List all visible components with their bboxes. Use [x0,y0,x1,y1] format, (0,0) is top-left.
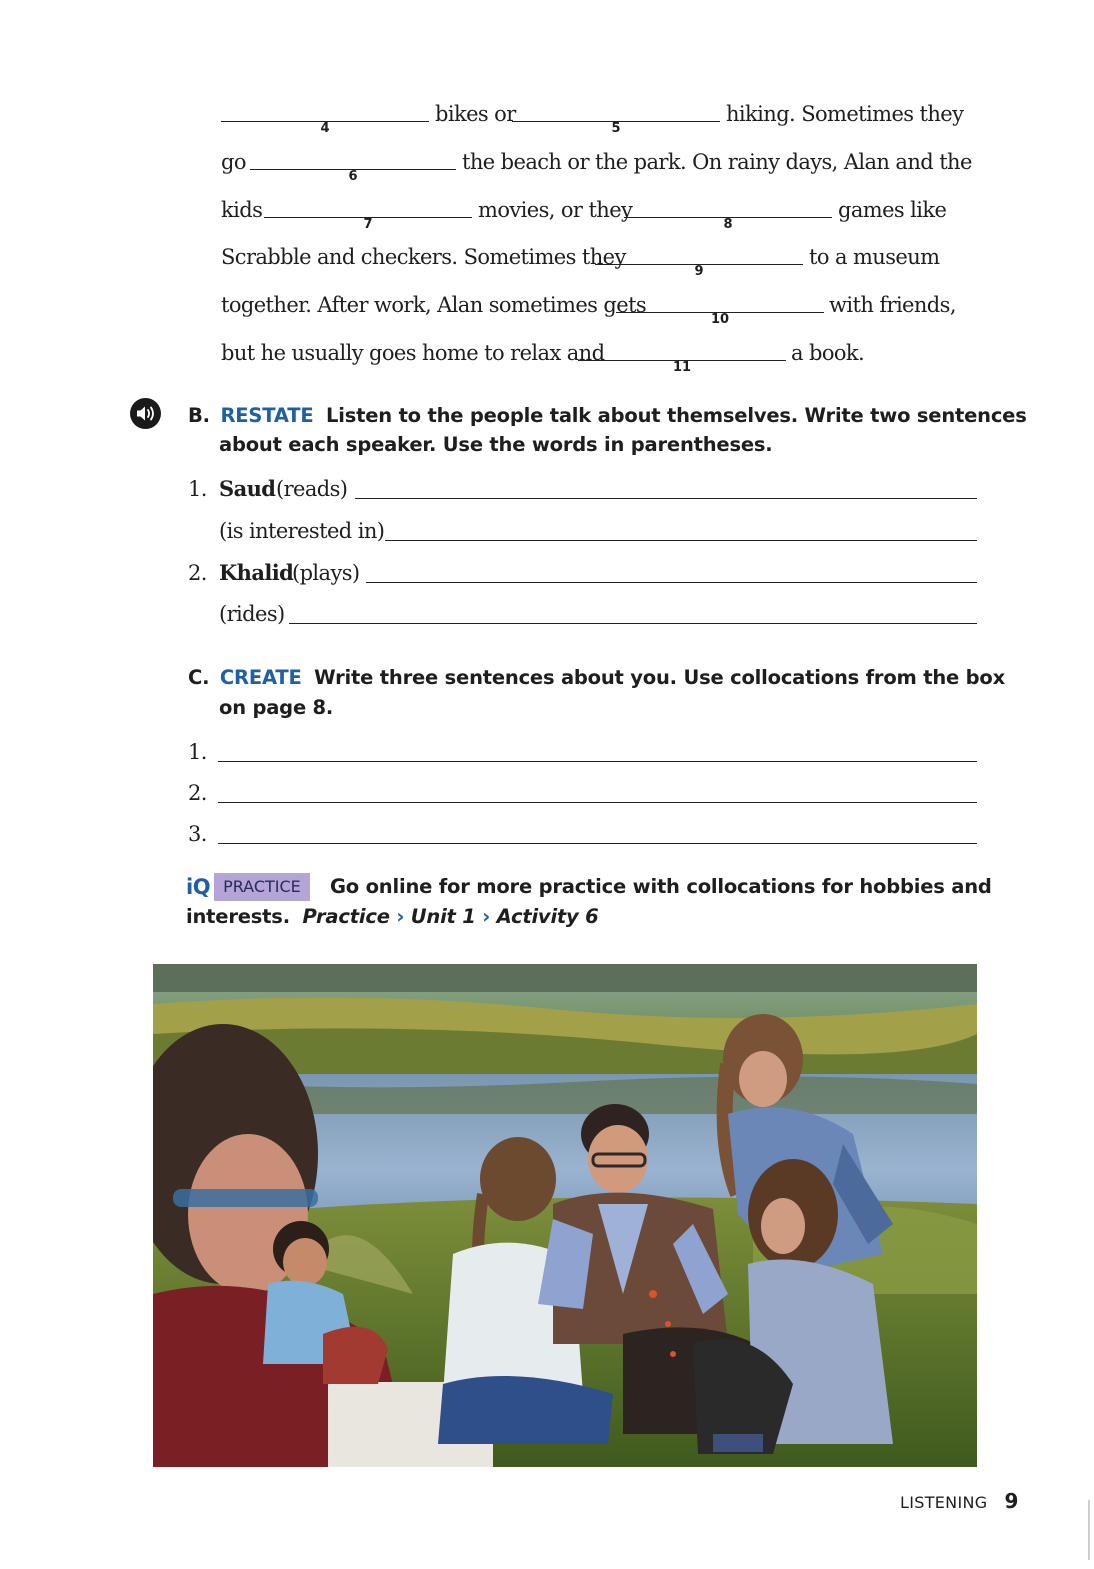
blank-number: 11 [672,360,692,375]
word-prompt: (is interested in) [219,519,385,543]
section-c-instruction [188,663,1005,693]
iq-practice-link[interactable] [186,873,310,901]
passage-text: with friends, [829,293,956,317]
answer-line[interactable] [366,582,977,583]
blank-number: 10 [710,312,730,327]
passage-text: the beach or the park. On rainy days, Alan and the [462,150,972,174]
chevron-right-icon: › [482,905,491,928]
blank-4[interactable] [221,102,429,136]
iq-practice-path [186,902,599,932]
page-number: 9 [1004,1489,1019,1513]
speaker-name: Khalid [219,560,294,585]
path-unit[interactable]: Unit 1 [410,905,476,928]
blank-number: 9 [694,264,704,279]
practice-badge: PRACTICE [214,873,310,901]
blank-number: 8 [723,217,733,232]
instruction-text: on page 8. [219,696,334,719]
path-activity[interactable]: Activity 6 [496,905,599,928]
item-number: 2. [188,781,207,805]
blank-10[interactable] [616,293,824,327]
passage-text: bikes or [435,102,516,126]
passage-text: but he usually goes home to relax and [221,341,605,365]
section-b-instruction [188,401,1027,431]
passage-text: go [221,150,246,174]
instruction-text: Write three sentences about you. Use collocations from the box [314,666,1005,689]
speaker-icon [130,398,161,429]
section-keyword: CREATE [219,666,302,689]
passage-text: games like [838,198,947,222]
instruction-text: about each speaker. Use the words in parentheses. [219,433,773,456]
speaker-name: Saud [219,476,276,501]
answer-line[interactable] [289,623,977,624]
item-number: 1. [188,477,207,501]
instruction-text: Listen to the people talk about themselves. Write two sentences [326,404,1027,427]
chevron-right-icon: › [396,905,405,928]
passage-text: Scrabble and checkers. Sometimes they [221,245,626,269]
page-footer [900,1489,1018,1513]
blank-number: 4 [320,121,330,136]
item-number: 1. [188,740,207,764]
passage-text: together. After work, Alan sometimes gets [221,293,647,317]
path-practice[interactable]: Practice [302,905,390,928]
blank-9[interactable] [595,245,803,279]
blank-number: 7 [363,217,373,232]
word-prompt: (plays) [292,561,360,585]
blank-6[interactable] [250,150,456,184]
blank-number: 5 [611,121,621,136]
word-prompt: (reads) [276,477,348,501]
section-letter: B. [188,404,210,427]
passage-text: to a museum [809,245,940,269]
blank-7[interactable] [264,198,472,232]
section-keyword: RESTATE [220,404,314,427]
passage-text: hiking. Sometimes they [726,102,964,126]
photo-illustration [153,964,977,1467]
word-prompt: (rides) [219,602,285,626]
blank-number: 6 [348,169,358,184]
blank-11[interactable] [578,341,786,375]
answer-line[interactable] [218,802,977,803]
answer-line[interactable] [355,498,977,499]
iq-practice-text: Go online for more practice with collocations for hobbies and [330,875,992,898]
passage-text: kids [221,198,263,222]
section-letter: C. [188,666,210,689]
passage-text: movies, or they [478,198,633,222]
photo-family-by-pond [153,964,977,1467]
iq-logo: iQ [186,875,211,899]
audio-button[interactable] [130,398,161,429]
footer-section: LISTENING [900,1493,988,1512]
iq-practice-text: interests. [186,905,290,928]
item-number: 3. [188,822,207,846]
answer-line[interactable] [218,843,977,844]
answer-line[interactable] [385,540,977,541]
page-edge-line [1088,1500,1090,1560]
blank-5[interactable] [512,102,720,136]
item-number: 2. [188,561,207,585]
answer-line[interactable] [218,761,977,762]
blank-8[interactable] [624,198,832,232]
passage-text: a book. [791,341,865,365]
